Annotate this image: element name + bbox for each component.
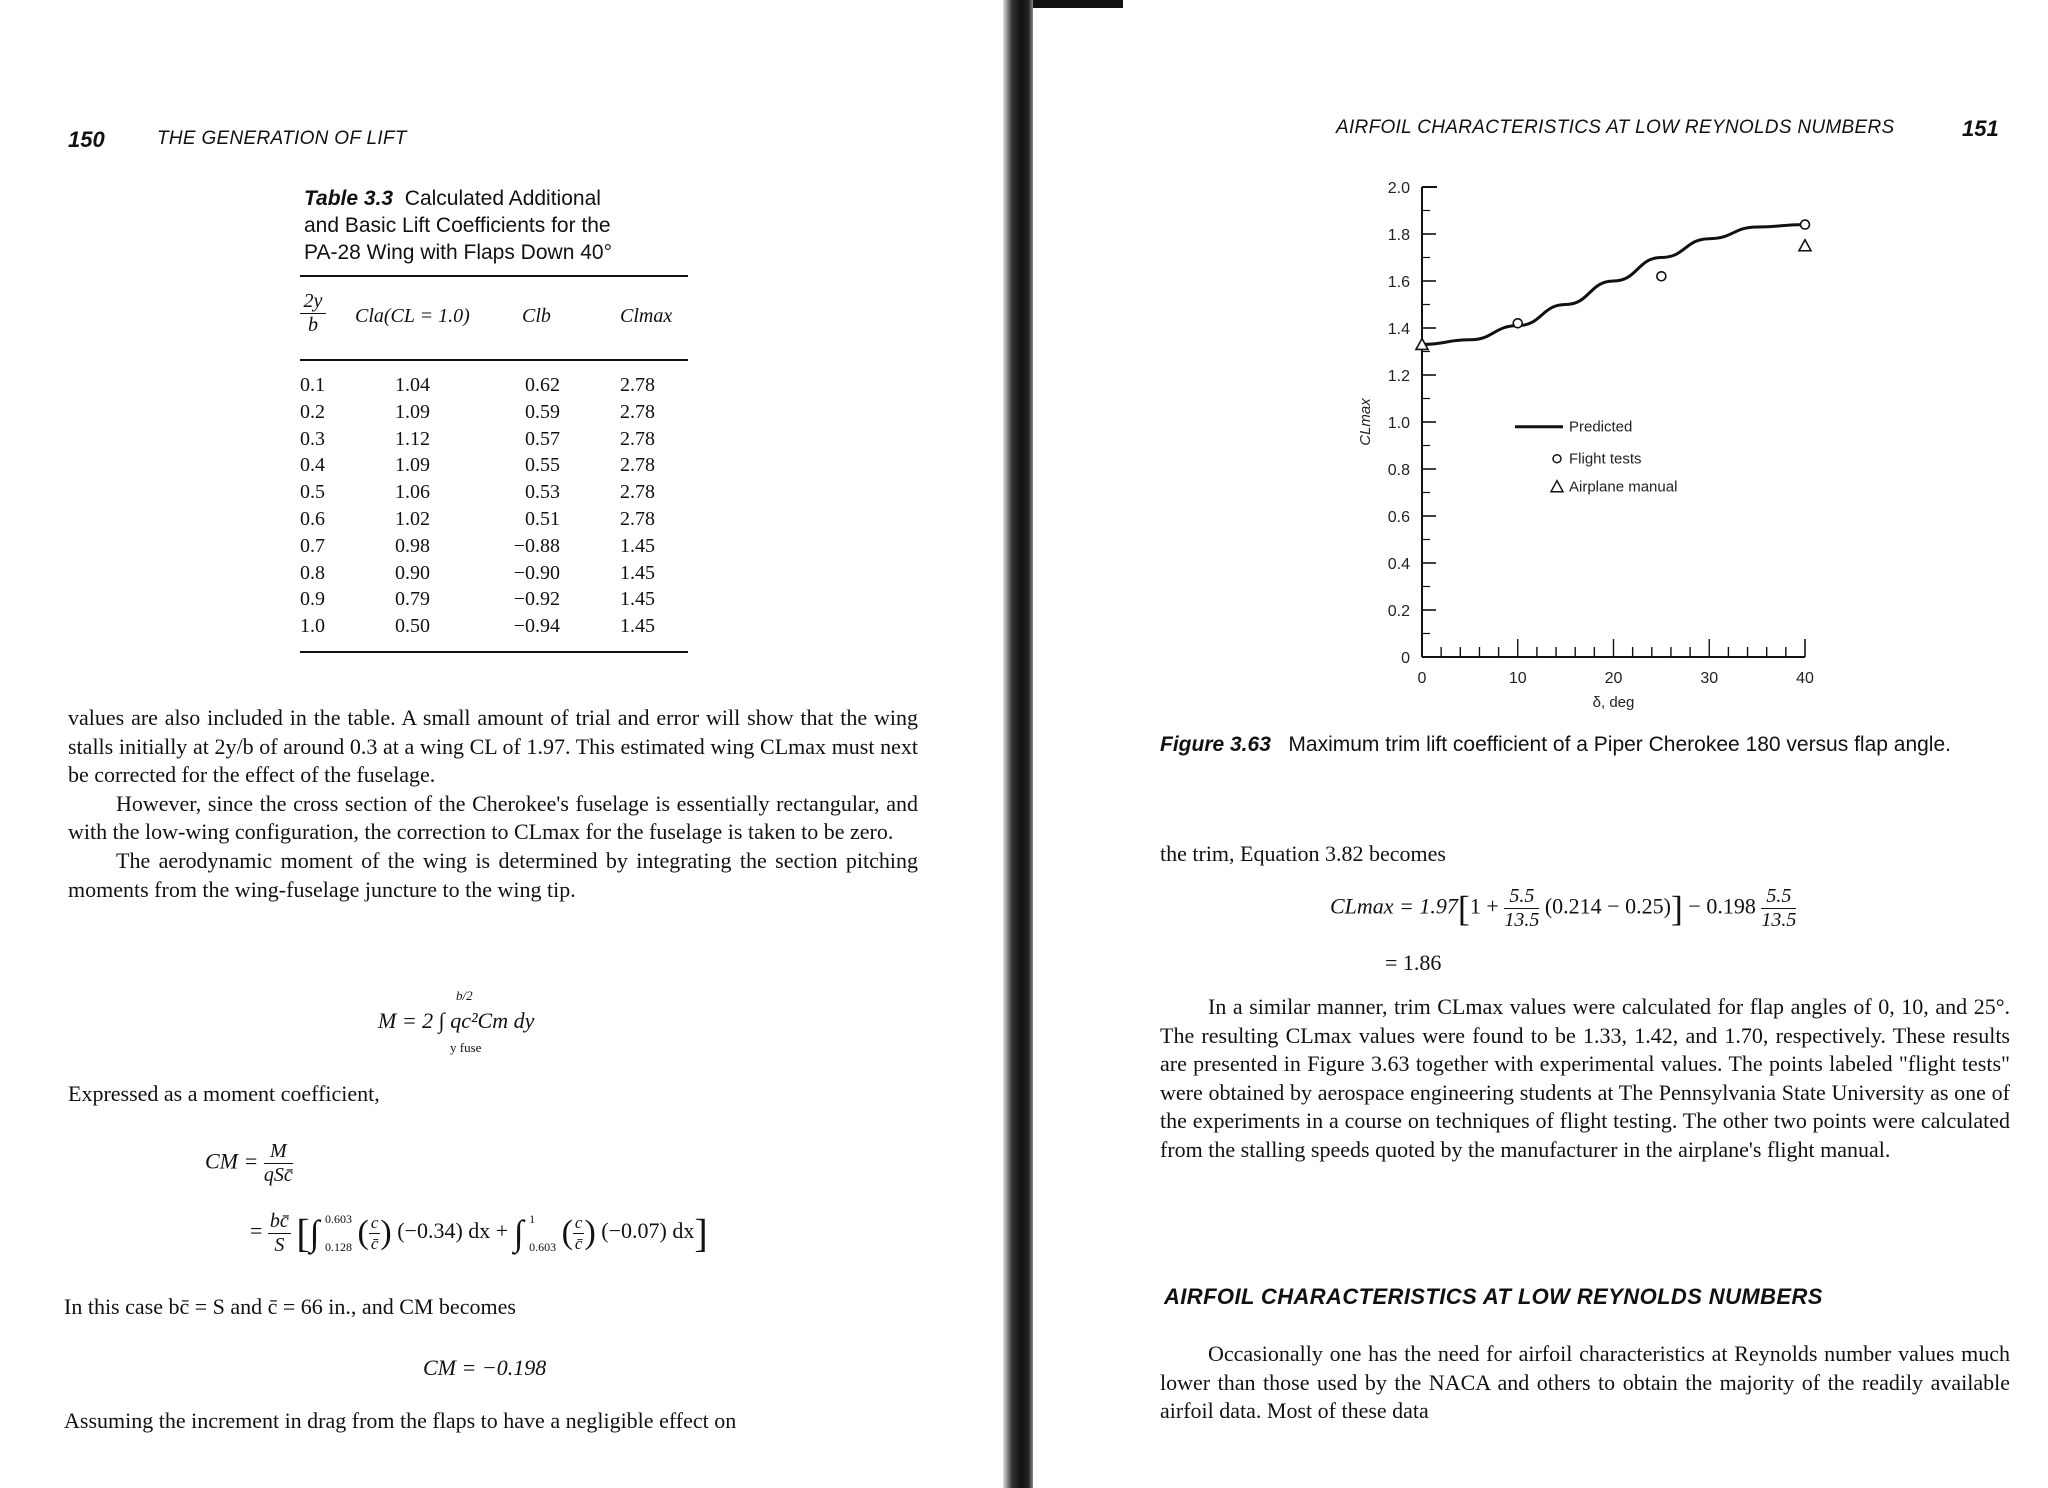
table-cell: 0.53 bbox=[525, 481, 560, 504]
eq-trim-numerator: 5.5 bbox=[1504, 885, 1539, 909]
table-col1-header bbox=[300, 290, 326, 337]
eq-int1-lower: 0.128 bbox=[325, 1240, 353, 1254]
table-cell: −0.92 bbox=[513, 588, 560, 611]
flight-test-point bbox=[1801, 220, 1810, 229]
table-cell: 0.5 bbox=[300, 481, 325, 504]
table-cell: 2.78 bbox=[620, 508, 655, 530]
eq-cm-numerator: M bbox=[264, 1140, 293, 1164]
flight-test-point bbox=[1513, 319, 1522, 328]
figure-caption bbox=[1160, 731, 2010, 759]
table-cell: 1.06 bbox=[395, 481, 430, 504]
eq-trim-tail: − 0.198 bbox=[1688, 893, 1756, 919]
eq-moment-lower-limit: y fuse bbox=[450, 1040, 482, 1055]
eq-int2-lower: 0.603 bbox=[529, 1240, 557, 1254]
table-cell: 0.50 bbox=[395, 615, 430, 638]
eq-trim-numerator-2: 5.5 bbox=[1761, 885, 1796, 909]
right-para-3: Occasionally one has the need for airfoil characteristics at Reynolds number values much lower than those used by the NACA and others to obtain the majority of the readily available airfoil data. Most of these data bbox=[1160, 1341, 2010, 1424]
y-tick-label: 0.4 bbox=[1387, 556, 1410, 573]
left-para-5: In this case bc̄ = S and c̄ = 66 in., and CM becomes bbox=[64, 1294, 516, 1319]
table-row bbox=[300, 374, 690, 401]
eq-trim-lhs: CLmax = 1.97 bbox=[1330, 893, 1458, 919]
table-header bbox=[300, 290, 690, 350]
table-row bbox=[300, 454, 690, 481]
eq-cm2-term1: (−0.34) dx + bbox=[397, 1218, 509, 1244]
table-caption bbox=[304, 185, 689, 266]
legend-label-predicted: Predicted bbox=[1569, 418, 1633, 436]
y-tick-label: 2.0 bbox=[1387, 180, 1410, 197]
table-row bbox=[300, 588, 690, 615]
table-cell: 2.78 bbox=[620, 427, 655, 450]
chart-series bbox=[1416, 220, 1811, 349]
table-cell: 0.62 bbox=[525, 374, 560, 396]
table-cell: 0.7 bbox=[300, 534, 325, 557]
eq-cm2-term2: (−0.07) dx bbox=[601, 1218, 695, 1244]
right-para-1: the trim, Equation 3.82 becomes bbox=[1160, 841, 1446, 866]
running-head-left: THE GENERATION OF LIFT bbox=[157, 128, 407, 149]
airplane-manual-point bbox=[1799, 240, 1811, 251]
eq-cm2-numerator: bc̄ bbox=[269, 1209, 289, 1232]
table-cell: 0.59 bbox=[525, 400, 560, 423]
predicted-curve bbox=[1422, 225, 1805, 345]
table-cell: 2.78 bbox=[620, 374, 655, 396]
chart-ticks bbox=[1357, 180, 1814, 711]
flight-test-point bbox=[1657, 272, 1666, 281]
table-cell: 0.8 bbox=[300, 561, 325, 584]
left-para-6: Assuming the increment in drag from the flaps to have a negligible effect on bbox=[64, 1408, 737, 1433]
right-para-2: In a similar manner, trim CLmax values were calculated for flap angles of 0, 10, and 25°. The resulting CLmax values were found to be 1.33, 1.42, and 1.70, respectively. These results are presented in Figure 3.63 together with experimental values. The points labeled "flight tests" were obtained by aerospace engineering students at The Pennsylvania State University as one of the experiments in a course on techniques of flight testing. The other two points were calculated from the stalling speeds quoted by the manufacturer in the airplane's flight manual. bbox=[1160, 994, 2010, 1162]
page-edge bbox=[1033, 0, 1123, 8]
table-cell: 2.78 bbox=[620, 481, 655, 504]
x-tick-label: 10 bbox=[1508, 670, 1527, 687]
eq-trim-fraction-2 bbox=[1761, 885, 1796, 932]
table-cell: 0.1 bbox=[300, 374, 325, 396]
eq-int1-upper: 0.603 bbox=[325, 1212, 353, 1226]
equation-trim: CLmax = 1.97[1 + $\frac{5.5}{13.5}$ (0.214 − 0.25)] − 0.198 $\frac{5.5}{13.5}$ bbox=[1330, 885, 1797, 931]
equation-cm-integral: = $\frac{bc̄}{S}$ [∫ 0.603 0.128 ( $\frac{c}{c̄}$ ) (−0.34) dx + ∫ 1 0.603 ( $\frac{c}{c̄}$ ) (−0.07) dx] bbox=[250, 1205, 708, 1261]
table-cell: 2.78 bbox=[620, 454, 655, 477]
col1-numerator: 2y bbox=[300, 290, 326, 314]
y-tick-label: 0.2 bbox=[1387, 603, 1410, 620]
y-tick-label: 0 bbox=[1401, 650, 1410, 667]
equation-moment bbox=[378, 1008, 534, 1034]
table-row bbox=[300, 508, 690, 535]
table-row bbox=[300, 401, 690, 428]
eq-cm2-fraction bbox=[268, 1210, 291, 1257]
table-cell: 1.04 bbox=[395, 374, 430, 396]
section-heading: AIRFOIL CHARACTERISTICS AT LOW REYNOLDS NUMBERS bbox=[1164, 1284, 1823, 1309]
equation-cm-value: CM = −0.198 bbox=[423, 1355, 547, 1380]
eq-cm-denominator: qSc̄ bbox=[263, 1164, 293, 1186]
eq-int2-upper: 1 bbox=[529, 1212, 536, 1226]
y-tick-label: 0.6 bbox=[1387, 509, 1410, 526]
figure-label: Figure 3.63 bbox=[1160, 733, 1271, 756]
table-cell: −0.94 bbox=[513, 615, 560, 638]
table-cell: 1.09 bbox=[395, 454, 430, 477]
eq-cm2-denominator: S bbox=[274, 1233, 285, 1256]
eq-trim-denominator: 13.5 bbox=[1504, 909, 1540, 931]
table-cell: −0.90 bbox=[513, 561, 560, 584]
table-cell: 0.2 bbox=[300, 400, 325, 423]
x-tick-label: 20 bbox=[1604, 670, 1623, 687]
x-tick-label: 40 bbox=[1796, 670, 1814, 687]
legend-triangle-swatch bbox=[1551, 481, 1563, 492]
table-caption-line3: PA-28 Wing with Flaps Down 40° bbox=[304, 241, 612, 264]
y-tick-label: 1.8 bbox=[1387, 227, 1410, 244]
page-number-right: 151 bbox=[1962, 116, 1999, 141]
left-para-4: Expressed as a moment coefficient, bbox=[68, 1081, 380, 1106]
figure-caption-text: Maximum trim lift coefficient of a Piper Cherokee 180 versus flap angle. bbox=[1288, 733, 1951, 756]
x-axis-label: δ, deg bbox=[1592, 694, 1635, 711]
table-cell: 0.55 bbox=[525, 454, 560, 477]
table-cell: 1.45 bbox=[620, 615, 655, 638]
table-cell: 0.51 bbox=[525, 508, 560, 530]
table-cell: 1.45 bbox=[620, 588, 655, 611]
legend-circle-swatch bbox=[1553, 455, 1561, 463]
table-col4-header: Clmax bbox=[620, 305, 673, 327]
table-cell: −0.88 bbox=[513, 534, 560, 557]
table-row bbox=[300, 562, 690, 589]
table-cell: 2.78 bbox=[620, 400, 655, 423]
table-cell: 0.3 bbox=[300, 427, 325, 450]
left-para-3: The aerodynamic moment of the wing is determined by integrating the section pitching moments from the wing-fuselage juncture to the wing tip. bbox=[68, 847, 918, 902]
table-header-rule bbox=[300, 359, 688, 361]
table-cell: 1.09 bbox=[395, 400, 430, 423]
table-cell: 1.02 bbox=[395, 508, 430, 530]
y-axis-label: CLmax bbox=[1357, 398, 1374, 446]
table-bottom-rule bbox=[300, 651, 688, 653]
col1-denominator: b bbox=[308, 314, 318, 336]
table-col2-header: Cla(CL = 1.0) bbox=[355, 305, 470, 327]
table-cell: 0.4 bbox=[300, 454, 325, 477]
table-caption-line1: Calculated Additional bbox=[404, 187, 601, 210]
chart-legend bbox=[1515, 419, 1677, 496]
eq-trim-denominator-2: 13.5 bbox=[1761, 909, 1797, 931]
table-cell: 0.57 bbox=[525, 427, 560, 450]
x-tick-label: 30 bbox=[1700, 670, 1719, 687]
page-number-left: 150 bbox=[68, 127, 105, 152]
table-cell: 1.0 bbox=[300, 615, 325, 638]
y-tick-label: 1.6 bbox=[1387, 274, 1410, 291]
flap-angle-chart bbox=[1340, 170, 1860, 720]
eq-trim-inner: (0.214 − 0.25) bbox=[1544, 893, 1671, 919]
y-tick-label: 1.0 bbox=[1387, 415, 1410, 432]
table-cell: 0.6 bbox=[300, 508, 325, 530]
y-tick-label: 1.4 bbox=[1387, 321, 1410, 338]
equation-cm-definition bbox=[205, 1140, 293, 1187]
table-col3-header: Clb bbox=[522, 305, 551, 327]
table-cell: 1.45 bbox=[620, 534, 655, 557]
table-cell: 0.98 bbox=[395, 534, 430, 557]
y-tick-label: 0.8 bbox=[1387, 462, 1410, 479]
table-cell: 1.12 bbox=[395, 427, 430, 450]
equation-trim-result: = 1.86 bbox=[1385, 950, 1442, 975]
table-row bbox=[300, 615, 690, 642]
x-tick-label: 0 bbox=[1417, 670, 1427, 687]
table-row bbox=[300, 481, 690, 508]
table-cell: 0.90 bbox=[395, 561, 430, 584]
eq-cm-fraction bbox=[264, 1140, 293, 1187]
book-spine bbox=[1003, 0, 1033, 1488]
table-label: Table 3.3 bbox=[304, 187, 394, 210]
y-tick-label: 1.2 bbox=[1387, 368, 1410, 385]
left-body-text bbox=[68, 704, 918, 904]
eq-cm-lhs: CM = bbox=[205, 1148, 259, 1174]
eq-moment-upper-limit: b/2 bbox=[456, 988, 473, 1003]
table-cell: 0.9 bbox=[300, 588, 325, 611]
eq-trim-fraction bbox=[1504, 885, 1539, 932]
table-row bbox=[300, 535, 690, 562]
table-top-rule bbox=[300, 275, 688, 277]
eq-moment-body: M = 2 ∫ qc²Cm dy bbox=[378, 1008, 535, 1033]
table-row bbox=[300, 428, 690, 455]
table-cell: 0.79 bbox=[395, 588, 430, 611]
table-caption-line2: and Basic Lift Coefficients for the bbox=[304, 214, 611, 237]
table-cell: 1.45 bbox=[620, 561, 655, 584]
left-para-1: values are also included in the table. A small amount of trial and error will show that the wing stalls initially at 2y/b of around 0.3 at a wing CL of 1.97. This estimated wing CLmax must next be corrected for the effect of the fuselage. bbox=[68, 705, 918, 788]
running-head-right: AIRFOIL CHARACTERISTICS AT LOW REYNOLDS NUMBERS bbox=[1336, 117, 1895, 138]
left-para-2: However, since the cross section of the Cherokee's fuselage is essentially rectangular, and with the low-wing configuration, the correction to CLmax for the fuselage is taken to be zero. bbox=[68, 790, 918, 845]
legend-label-flight-tests: Flight tests bbox=[1569, 450, 1642, 468]
legend-label-airplane-manual: Airplane manual bbox=[1569, 478, 1678, 496]
